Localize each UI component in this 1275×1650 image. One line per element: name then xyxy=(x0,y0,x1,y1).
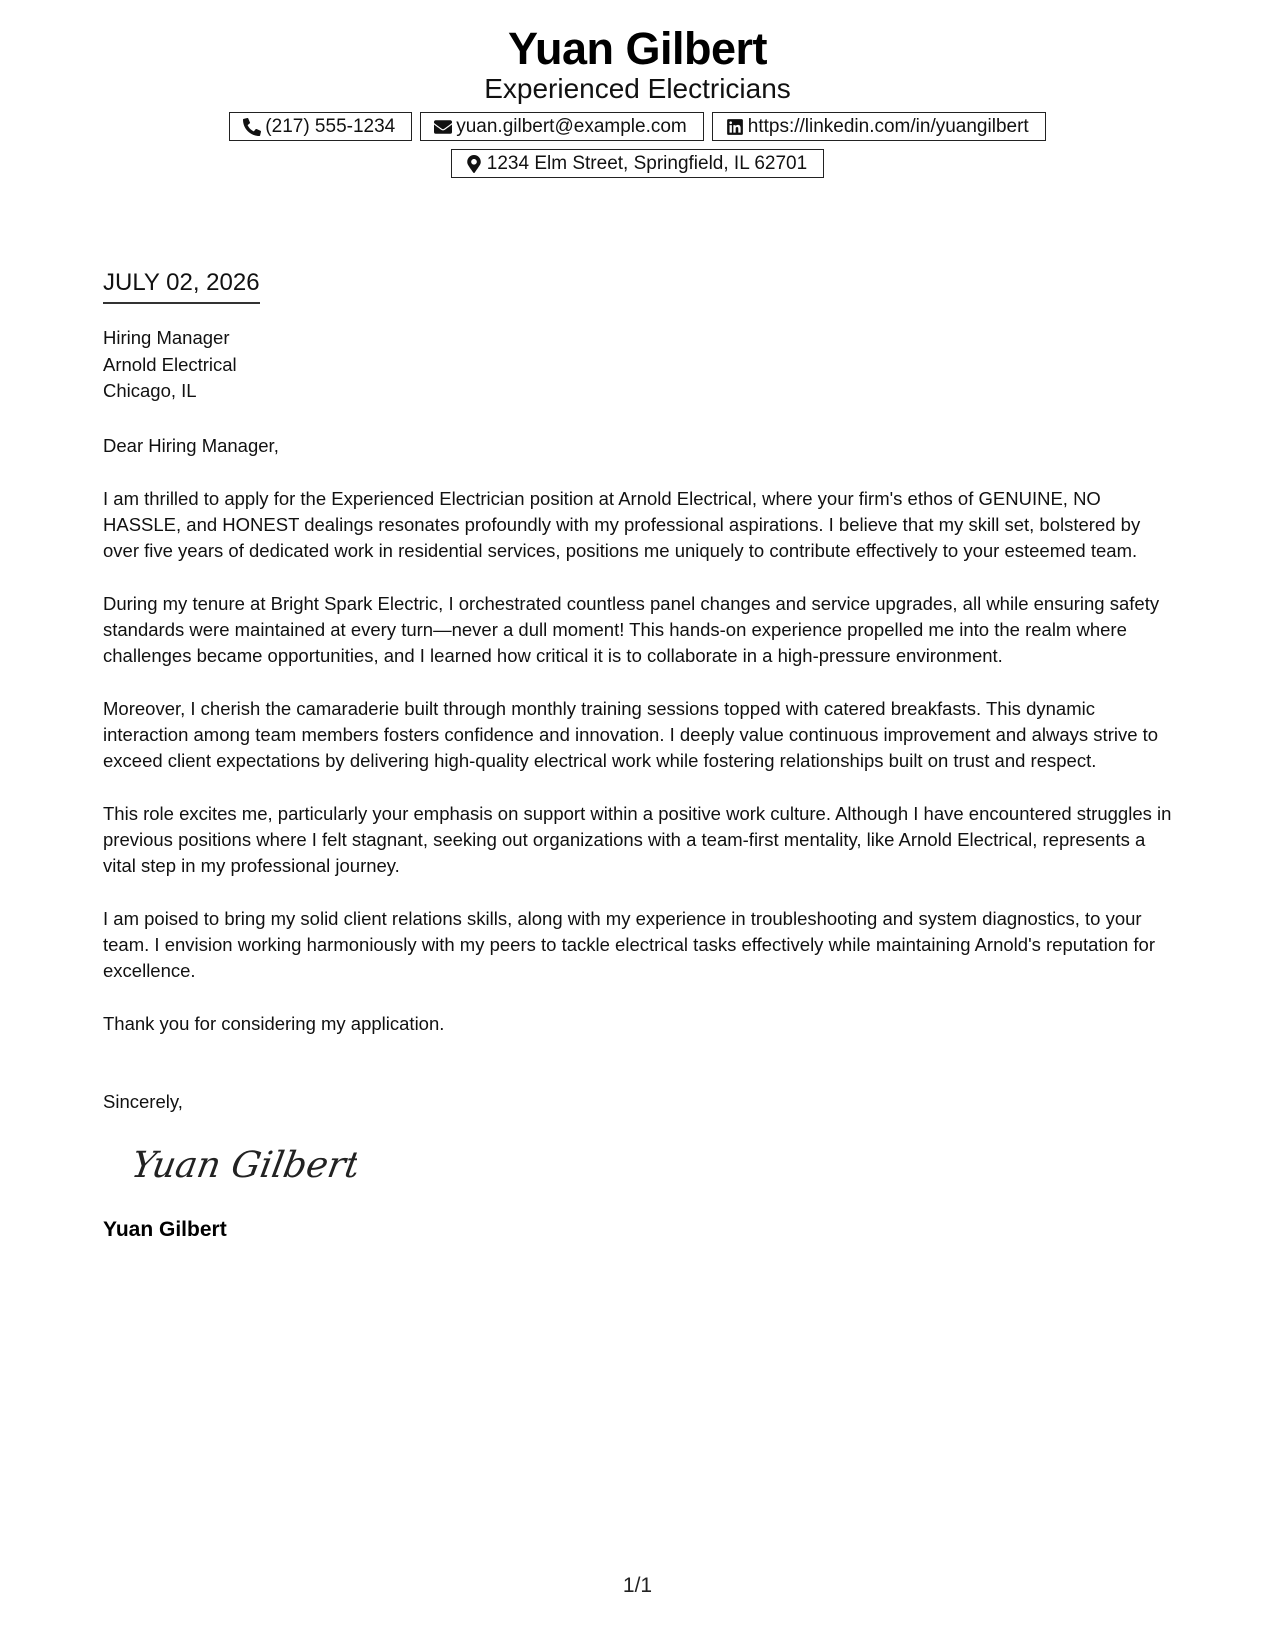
letter-date: JULY 02, 2026 xyxy=(103,268,260,304)
letter-body xyxy=(103,268,1178,1243)
recipient-line: Chicago, IL xyxy=(103,380,197,401)
contact-row xyxy=(0,112,1275,141)
email-text: yuan.gilbert@example.com xyxy=(456,115,687,137)
address-text: 1234 Elm Street, Springfield, IL 62701 xyxy=(486,152,808,174)
applicant-title: Experienced Electricians xyxy=(484,73,791,104)
applicant-name: Yuan Gilbert xyxy=(507,23,768,74)
handwritten-signature xyxy=(127,1137,1178,1197)
map-marker-icon xyxy=(465,155,483,173)
recipient-line: Hiring Manager xyxy=(103,327,230,348)
linkedin-text: https://linkedin.com/in/yuangilbert xyxy=(747,115,1029,137)
linkedin-icon xyxy=(726,118,744,136)
recipient-line: Arnold Electrical xyxy=(103,353,237,375)
svg-text:Yuan Gilbert: Yuan Gilbert xyxy=(128,1142,357,1186)
recipient-block xyxy=(103,325,1178,405)
address-row xyxy=(0,149,1275,178)
paragraph: During my tenure at Bright Spark Electric, I orchestrated countless panel changes and service upgrades, all while ensuring safety standards were maintained at every turn—never a dull moment! This hands-on experience propelled me into the realm where challenges became opportunities, and I learned how critical it is to collaborate in a high-pressure environment. xyxy=(103,592,1160,666)
paragraph: This role excites me, particularly your emphasis on support within a positive work culture. Although I have encountered struggles in previous positions where I felt stagnant, seeking out organizations with a team-first mentality, like Arnold Electrical, represents a vital step in my professional journey. xyxy=(103,802,1172,876)
phone-contact[interactable] xyxy=(229,112,412,141)
email-contact[interactable] xyxy=(420,112,704,141)
envelope-icon xyxy=(434,118,452,136)
page-number: 1/1 xyxy=(622,1574,653,1597)
closing: Sincerely, xyxy=(103,1090,183,1112)
paragraph: I am poised to bring my solid client relations skills, along with my experience in troubleshooting and system diagnostics, to your team. I envision working harmoniously with my peers to tackle electrical tasks effectively while maintaining Arnold's reputation for excellence. xyxy=(103,907,1156,981)
linkedin-contact[interactable] xyxy=(712,112,1046,141)
address-contact[interactable] xyxy=(451,149,824,178)
phone-icon xyxy=(243,118,261,136)
signature-image xyxy=(127,1137,357,1197)
salutation: Dear Hiring Manager, xyxy=(103,434,279,456)
letter-header xyxy=(0,22,1275,178)
paragraph: Moreover, I cherish the camaraderie built through monthly training sessions topped with catered breakfasts. This dynamic interaction among team members fosters confidence and innovation. I deeply value continuous improvement and always strive to exceed client expectations by delivering high-quality electrical work while fostering relationships built on trust and respect. xyxy=(103,697,1159,771)
signer-name: Yuan Gilbert xyxy=(103,1217,227,1241)
paragraph: Thank you for considering my application. xyxy=(103,1012,445,1034)
paragraph: I am thrilled to apply for the Experienced Electrician position at Arnold Electrical, where your firm's ethos of GENUINE, NO HASSLE, and HONEST dealings resonates profoundly with my professional aspirations. I believe that my skill set, bolstered by over five years of dedicated work in residential services, positions me uniquely to contribute effectively to your esteemed team. xyxy=(103,487,1141,561)
phone-text: (217) 555-1234 xyxy=(265,115,396,137)
